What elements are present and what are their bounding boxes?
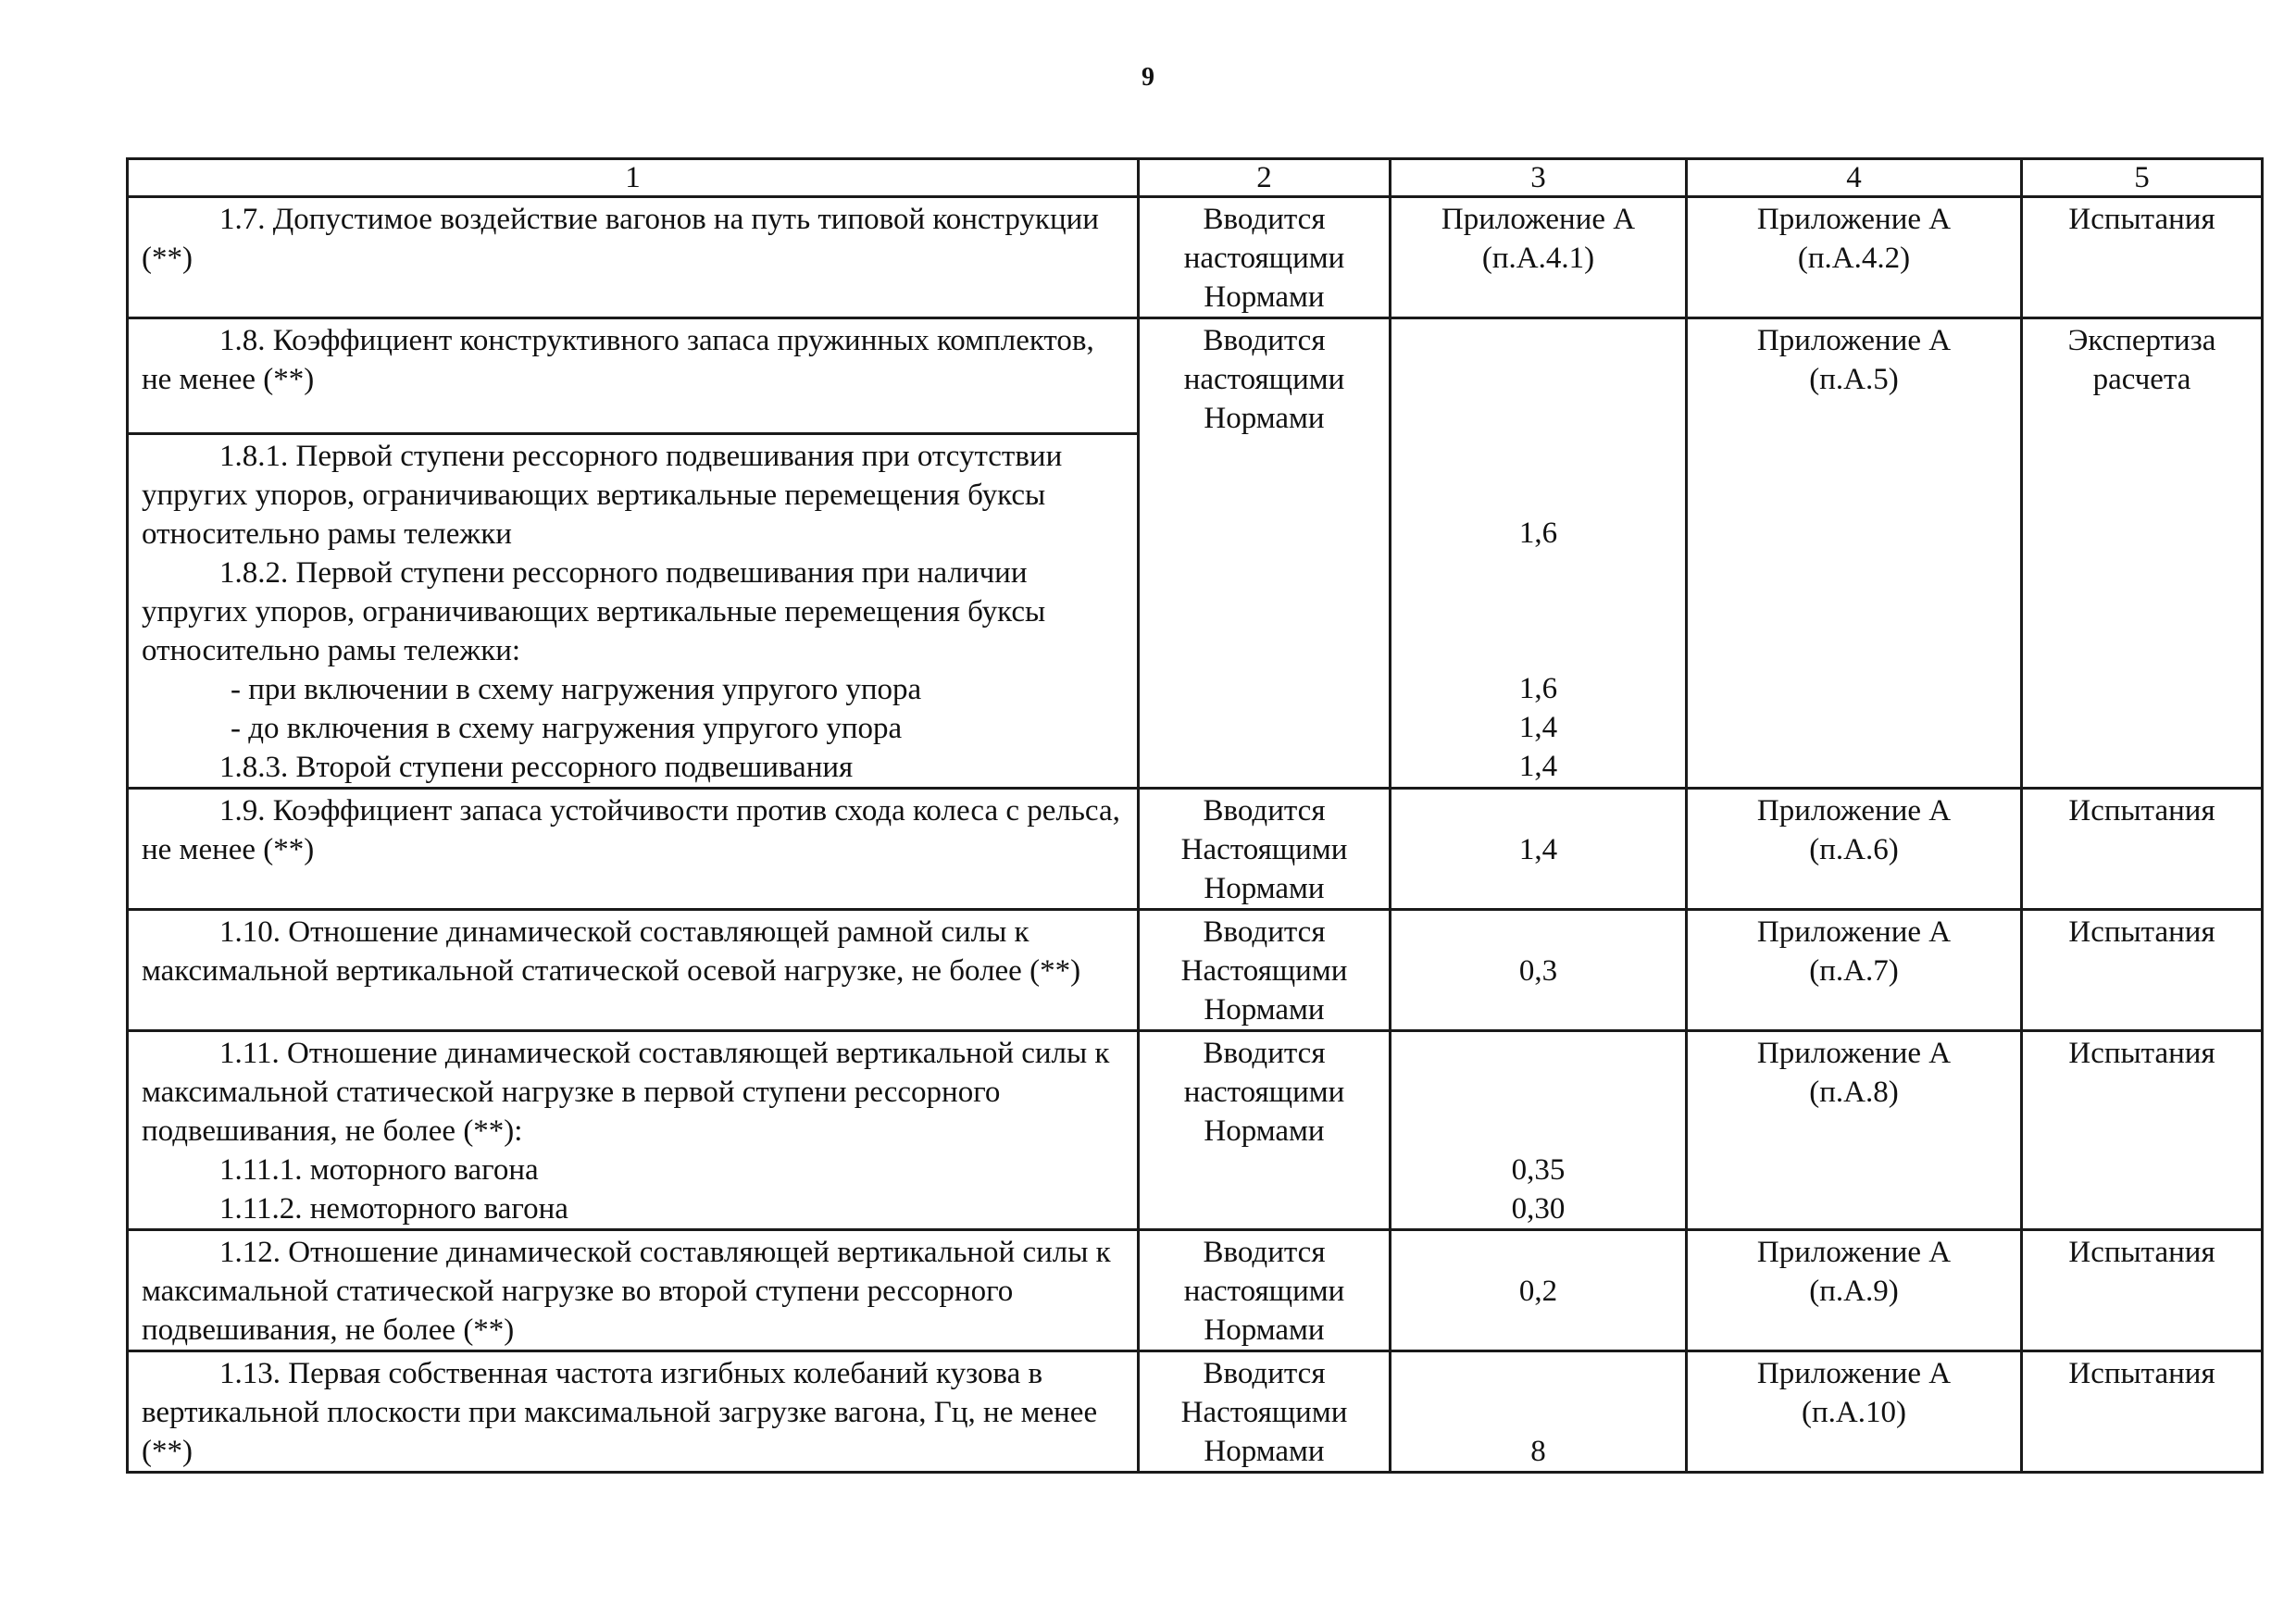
row-1-10-col4: Приложение А (п.А.7) [1687, 910, 2022, 1031]
table-row-1-8 [128, 318, 2263, 434]
row-1-8-subitems [128, 434, 1139, 789]
value-1-8-3: 1,4 [1518, 749, 1558, 783]
row-1-8-description: 1.8. Коэффициент конструктивного запаса пружинных комплектов, не менее (**) [128, 318, 1139, 434]
row-1-10-col2: Вводится Настоящими Нормами [1139, 910, 1391, 1031]
row-1-12-col4: Приложение А (п.А.9) [1687, 1230, 2022, 1351]
row-1-10-col3: 0,3 [1391, 910, 1687, 1031]
row-1-12-description: 1.12. Отношение динамической составляющей вертикальной силы к максимальной статической нагрузке во второй ступени рессорного подвешивания, не более (**) [128, 1230, 1139, 1351]
row-1-7-description: 1.7. Допустимое воздействие вагонов на путь типовой конструкции (**) [128, 197, 1139, 318]
row-1-11-description [128, 1031, 1139, 1230]
row-1-13-col2: Вводится Настоящими Нормами [1139, 1351, 1391, 1473]
table-row-1-10 [128, 910, 2263, 1031]
row-1-12-col2: Вводится настоящими Нормами [1139, 1230, 1391, 1351]
subitem-1-11-2: 1.11.2. немоторного вагона [219, 1192, 568, 1226]
value-1-8-1: 1,6 [1518, 516, 1558, 550]
subitem-1-8-3: 1.8.3. Второй ступени рессорного подвешивания [219, 751, 854, 784]
header-row [128, 159, 2263, 197]
table-row-1-7 [128, 197, 2263, 318]
row-1-9-col4: Приложение А (п.А.6) [1687, 789, 2022, 910]
value-1-8-2-b: 1,4 [1518, 710, 1558, 744]
row-1-7-col2: Вводится настоящими Нормами [1139, 197, 1391, 318]
row-1-9-description: 1.9. Коэффициент запаса устойчивости против схода колеса с рельса, не менее (**) [128, 789, 1139, 910]
row-1-11-col4: Приложение А (п.А.8) [1687, 1031, 2022, 1230]
row-1-8-col2: Вводится настоящими Нормами [1139, 318, 1391, 789]
value-1-8-2-a: 1,6 [1518, 671, 1558, 705]
row-1-8-col5: Экспертиза расчета [2022, 318, 2263, 789]
row-1-13-col4: Приложение А (п.А.10) [1687, 1351, 2022, 1473]
subitem-1-8-2-b: - до включения в схему нагружения упругого упора [231, 712, 903, 745]
subitem-1-8-2: 1.8.2. Первой ступени рессорного подвешивания при наличии упругих упоров, ограничивающих вертикальные перемещения буксы относительно рамы тележки: [142, 556, 1046, 667]
row-1-13-col3: 8 [1391, 1351, 1687, 1473]
row-1-11-text: 1.11. Отношение динамической составляющей вертикальной силы к максимальной статической нагрузке в первой ступени рессорного подвешивания, не более (**): [142, 1037, 1110, 1148]
row-1-7-col4: Приложение А (п.А.4.2) [1687, 197, 2022, 318]
row-1-7-col5: Испытания [2022, 197, 2263, 318]
subitem-1-11-1: 1.11.1. моторного вагона [219, 1153, 539, 1187]
row-1-7-col3: Приложение А (п.А.4.1) [1391, 197, 1687, 318]
page-number: 9 [1142, 63, 1154, 92]
row-1-9-col5: Испытания [2022, 789, 2263, 910]
row-1-10-description: 1.10. Отношение динамической составляющей рамной силы к максимальной вертикальной статической осевой нагрузке, не более (**) [128, 910, 1139, 1031]
row-1-11-col2: Вводится настоящими Нормами [1139, 1031, 1391, 1230]
header-col-1: 1 [128, 159, 1139, 197]
value-1-11-2: 0,30 [1511, 1192, 1566, 1226]
header-col-5: 5 [2022, 159, 2263, 197]
table-row-1-11 [128, 1031, 2263, 1230]
header-col-3: 3 [1391, 159, 1687, 197]
row-1-9-col2: Вводится Настоящими Нормами [1139, 789, 1391, 910]
row-1-13-col5: Испытания [2022, 1351, 2263, 1473]
table-row-1-12 [128, 1230, 2263, 1351]
header-col-2: 2 [1139, 159, 1391, 197]
row-1-10-col5: Испытания [2022, 910, 2263, 1031]
row-1-9-col3: 1,4 [1391, 789, 1687, 910]
subitem-1-8-1: 1.8.1. Первой ступени рессорного подвешивания при отсутствии упругих упоров, ограничивающих вертикальные перемещения буксы относительно рамы тележки [142, 440, 1063, 551]
row-1-13-description: 1.13. Первая собственная частота изгибных колебаний кузова в вертикальной плоскости при максимальной загрузке вагона, Гц, не менее (**) [128, 1351, 1139, 1473]
row-1-12-col3: 0,2 [1391, 1230, 1687, 1351]
table-row-1-9 [128, 789, 2263, 910]
row-1-8-col3 [1391, 318, 1687, 434]
table-row-1-13 [128, 1351, 2263, 1473]
requirements-table [126, 157, 2264, 1474]
row-1-8-values [1391, 434, 1687, 789]
row-1-11-col3 [1391, 1031, 1687, 1230]
row-1-12-col5: Испытания [2022, 1230, 2263, 1351]
row-1-11-col5: Испытания [2022, 1031, 2263, 1230]
value-1-11-1: 0,35 [1511, 1153, 1566, 1187]
row-1-8-col4: Приложение А (п.А.5) [1687, 318, 2022, 789]
header-col-4: 4 [1687, 159, 2022, 197]
subitem-1-8-2-a: - при включении в схему нагружения упругого упора [231, 673, 922, 706]
